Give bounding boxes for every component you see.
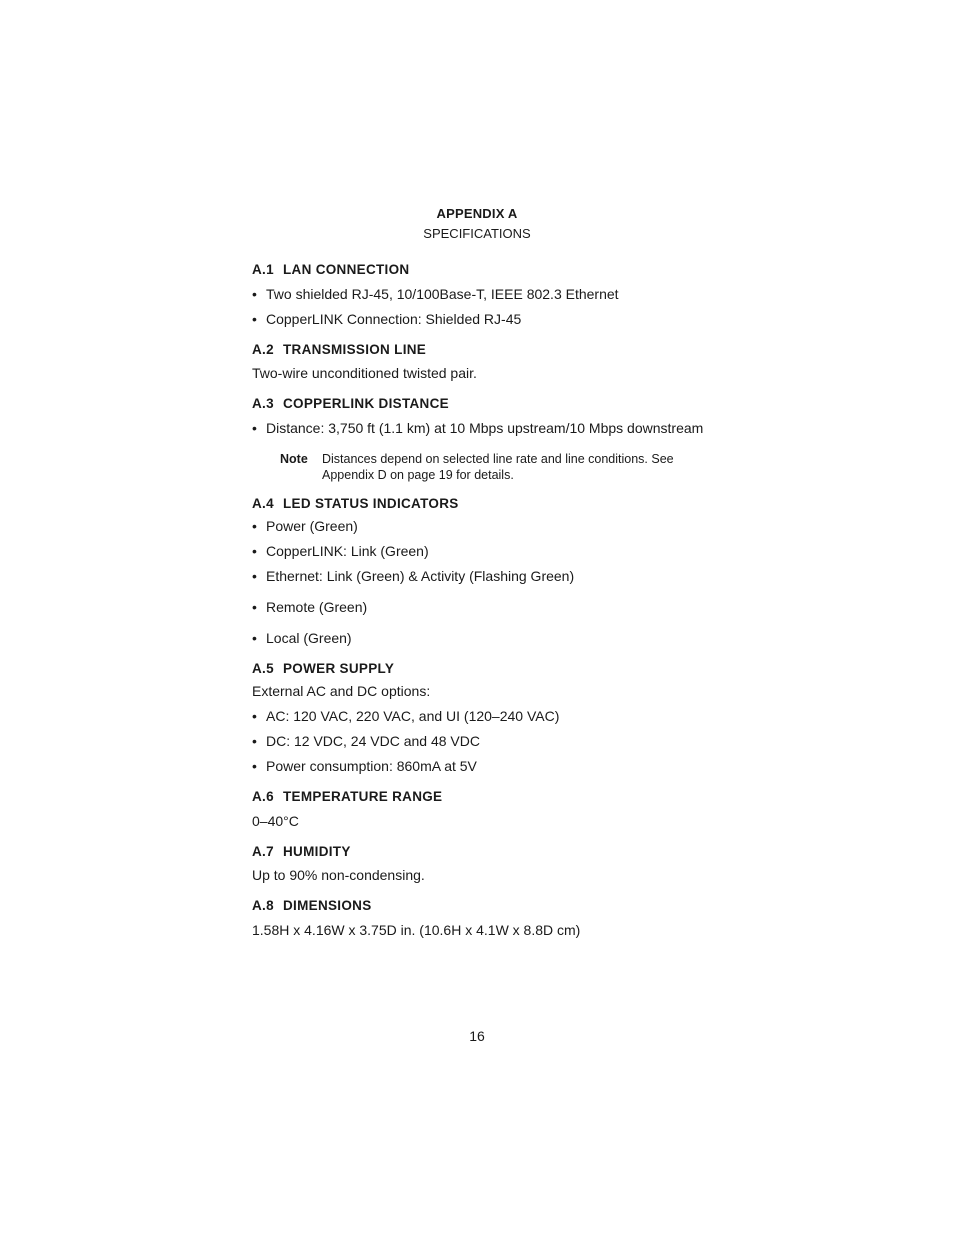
list-item-text: Power (Green): [266, 518, 358, 534]
section-number: A.5: [252, 661, 274, 676]
section-number: A.7: [252, 844, 274, 859]
list-item-text: Power consumption: 860mA at 5V: [266, 758, 477, 774]
bullet-icon: •: [252, 543, 257, 559]
section-number: A.6: [252, 789, 274, 804]
section-number: A.8: [252, 898, 274, 913]
list-item: [252, 630, 352, 646]
bullet-icon: •: [252, 420, 257, 436]
section-number: A.4: [252, 496, 274, 511]
bullet-icon: •: [252, 568, 257, 584]
appendix-title: APPENDIX A: [436, 206, 518, 221]
list-item-text: Distance: 3,750 ft (1.1 km) at 10 Mbps upstream/10 Mbps downstream: [266, 420, 704, 436]
list-item-text: DC: 12 VDC, 24 VDC and 48 VDC: [266, 733, 480, 749]
section-text: 0–40°C: [252, 813, 299, 829]
section-heading-temperature-range: [252, 789, 442, 804]
list-item-text: CopperLINK Connection: Shielded RJ-45: [266, 311, 522, 327]
note-label: Note: [280, 452, 308, 466]
section-heading-power-supply: [252, 661, 394, 676]
list-item: [252, 420, 703, 436]
bullet-icon: •: [252, 311, 257, 327]
list-item: [252, 733, 480, 749]
list-item-text: CopperLINK: Link (Green): [266, 543, 429, 559]
bullet-icon: •: [252, 708, 257, 724]
section-text: External AC and DC options:: [252, 683, 431, 699]
section-title: POWER SUPPLY: [283, 661, 395, 676]
list-item: [252, 758, 477, 774]
section-heading-led-status-indicators: [252, 496, 459, 511]
list-item-text: Ethernet: Link (Green) & Activity (Flashing Green): [266, 568, 575, 584]
section-title: DIMENSIONS: [283, 898, 372, 913]
bullet-icon: •: [252, 599, 257, 615]
bullet-icon: •: [252, 733, 257, 749]
section-title: TRANSMISSION LINE: [283, 342, 427, 357]
list-item: [252, 543, 429, 559]
list-item: [252, 568, 574, 584]
appendix-subtitle: SPECIFICATIONS: [423, 226, 531, 241]
list-item-text: Local (Green): [266, 630, 352, 646]
list-item: [252, 708, 559, 724]
list-item-text: Remote (Green): [266, 599, 368, 615]
section-number: A.1: [252, 262, 274, 277]
bullet-icon: •: [252, 518, 257, 534]
list-item: [252, 311, 521, 327]
section-number: A.2: [252, 342, 274, 357]
section-text: Two-wire unconditioned twisted pair.: [252, 365, 477, 381]
section-heading-copperlink-distance: [252, 396, 449, 411]
bullet-icon: •: [252, 758, 257, 774]
section-heading-transmission-line: [252, 342, 426, 357]
list-item: [252, 286, 619, 302]
section-heading-dimensions: [252, 898, 372, 913]
bullet-icon: •: [252, 630, 257, 646]
note-text: Distances depend on selected line rate and line conditions. See Appendix D on page 19 for details.: [322, 452, 674, 482]
list-item: [252, 599, 367, 615]
bullet-icon: •: [252, 286, 257, 302]
page-number: 16: [469, 1028, 485, 1044]
section-title: HUMIDITY: [283, 844, 351, 859]
list-item-text: Two shielded RJ-45, 10/100Base-T, IEEE 802.3 Ethernet: [266, 286, 619, 302]
list-item-text: AC: 120 VAC, 220 VAC, and UI (120–240 VAC): [266, 708, 560, 724]
list-item: [252, 518, 358, 534]
section-text: 1.58H x 4.16W x 3.75D in. (10.6H x 4.1W x 8.8D cm): [252, 922, 581, 938]
section-heading-humidity: [252, 844, 351, 859]
section-title: LAN CONNECTION: [283, 262, 410, 277]
section-heading-lan-connection: [252, 262, 409, 277]
section-text: Up to 90% non-condensing.: [252, 867, 425, 883]
section-title: COPPERLINK DISTANCE: [283, 396, 449, 411]
section-title: LED STATUS INDICATORS: [283, 496, 459, 511]
section-number: A.3: [252, 396, 274, 411]
section-title: TEMPERATURE RANGE: [283, 789, 443, 804]
